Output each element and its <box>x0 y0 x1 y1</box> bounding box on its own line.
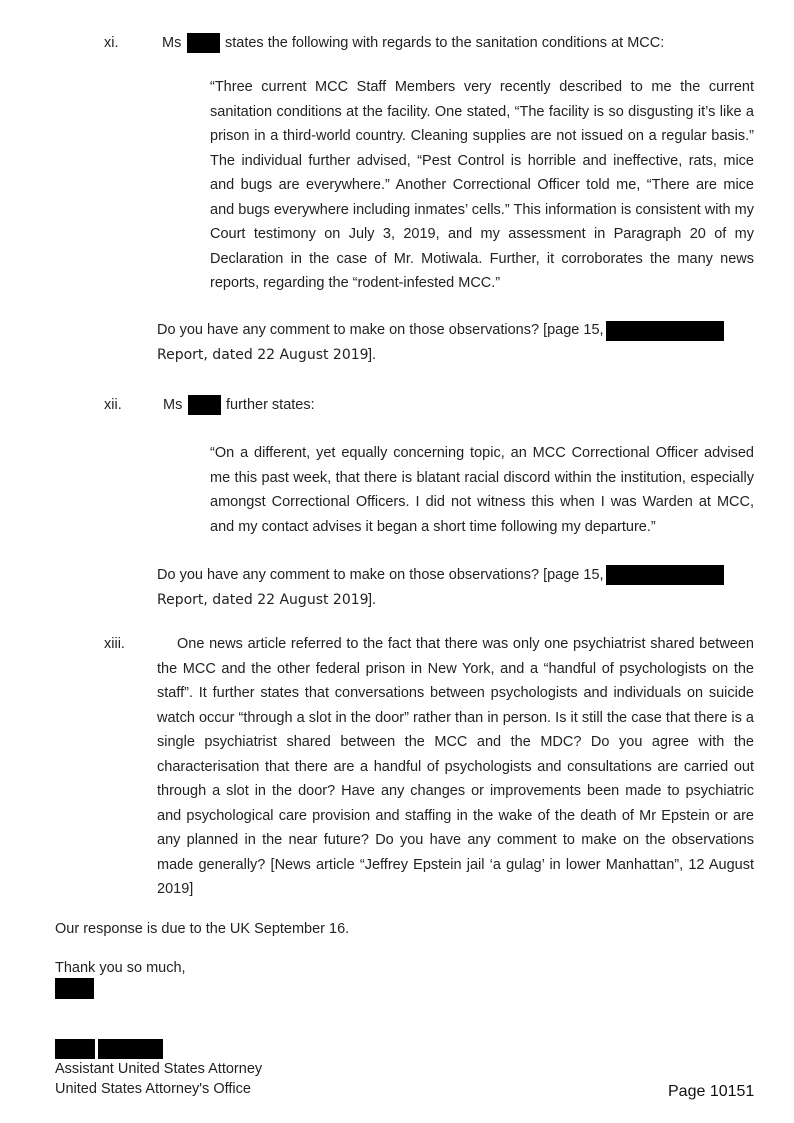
office-line-cropped <box>55 1079 315 1097</box>
redaction-bar <box>187 33 220 53</box>
redaction-bar <box>55 978 94 999</box>
item-xi-report-end: ]. <box>368 347 377 363</box>
item-xii-prefix: Ms <box>163 397 183 413</box>
closing-thanks: Thank you so much, <box>55 960 186 976</box>
item-xii-report-end: ]. <box>368 592 377 608</box>
signature-title: Assistant United States Attorney <box>55 1061 263 1077</box>
item-xi-quote: “Three current MCC Staff Members very recently described to me the current sanitation conditions at the facility. One stated, “The facility is so disgusting it’s like a prison in a third-world country. Cleaning supplies are not issued on a regular basis.” The individual further advised, “Pest Control is horrible and ineffective, rats, mice and bugs are everywhere.” Another Correctional Officer told me, “There are mice and bugs everywhere including inmates’ cells.” This information is consistent with my Court testimony on July 3, 2019, and my assessment in Paragraph 20 of my Declaration in the case of Mr. Motiwala. Further, it corroborates the many news reports, regarding the “rodent-infested MCC.” <box>210 79 754 291</box>
redaction-bar <box>55 1039 95 1059</box>
item-xii-intro: further states: <box>226 397 315 413</box>
item-xi-report: Report, dated 22 August 2019 <box>157 347 369 363</box>
item-xi-numeral: xi. <box>104 35 119 51</box>
item-xii-report: Report, dated 22 August 2019 <box>157 592 369 608</box>
office-line: United States Attorney's Office <box>55 1081 251 1097</box>
item-xi-question: Do you have any comment to make on those observations? [page 15, <box>157 322 604 338</box>
redaction-bar <box>98 1039 163 1059</box>
item-xii-numeral: xii. <box>104 397 122 413</box>
item-xi-prefix: Ms <box>162 35 182 51</box>
redaction-bar <box>606 565 724 585</box>
item-xii-quote: “On a different, yet equally concerning topic, an MCC Correctional Officer advised me this past week, that there is blatant racial discord within the institution, especially amongst Correctional Officers. I did not witness this when I was Warden at MCC, and my contact advises it began a short time following my departure.” <box>210 445 754 535</box>
item-xiii-numeral: xiii. <box>104 636 125 652</box>
redaction-bar <box>606 321 724 341</box>
redaction-bar <box>188 395 221 415</box>
page-number: Page 10151 <box>668 1083 755 1100</box>
item-xiii-text: One news article referred to the fact that there was only one psychiatrist shared between the MCC and the other federal prison in New York, and a “handful of psychologists on the staff”. It further states that conversations between psychologists and individuals on suicide watch occur “through a slot in the door” rather than in person. Is it still the case that there is a single psychiatrist shared between the MCC and the MDC? Do you agree with the characterisation that there are a handful of psychologists and consultations are carried out through a slot in the door? Have any changes or improvements been made to psychiatric and psychological care provision and staffing in the wake of the death of Mr Epstein or are any planned in the near future? Do you have any comment to make on the observations made generally? [News article “Jeffrey Epstein jail ‘a gulag’ in lower Manhattan”, 12 August 2019] <box>157 636 754 897</box>
response-due: Our response is due to the UK September 16. <box>55 921 350 937</box>
item-xi-intro: states the following with regards to the sanitation conditions at MCC: <box>225 35 665 51</box>
item-xii-question: Do you have any comment to make on those observations? [page 15, <box>157 567 604 583</box>
